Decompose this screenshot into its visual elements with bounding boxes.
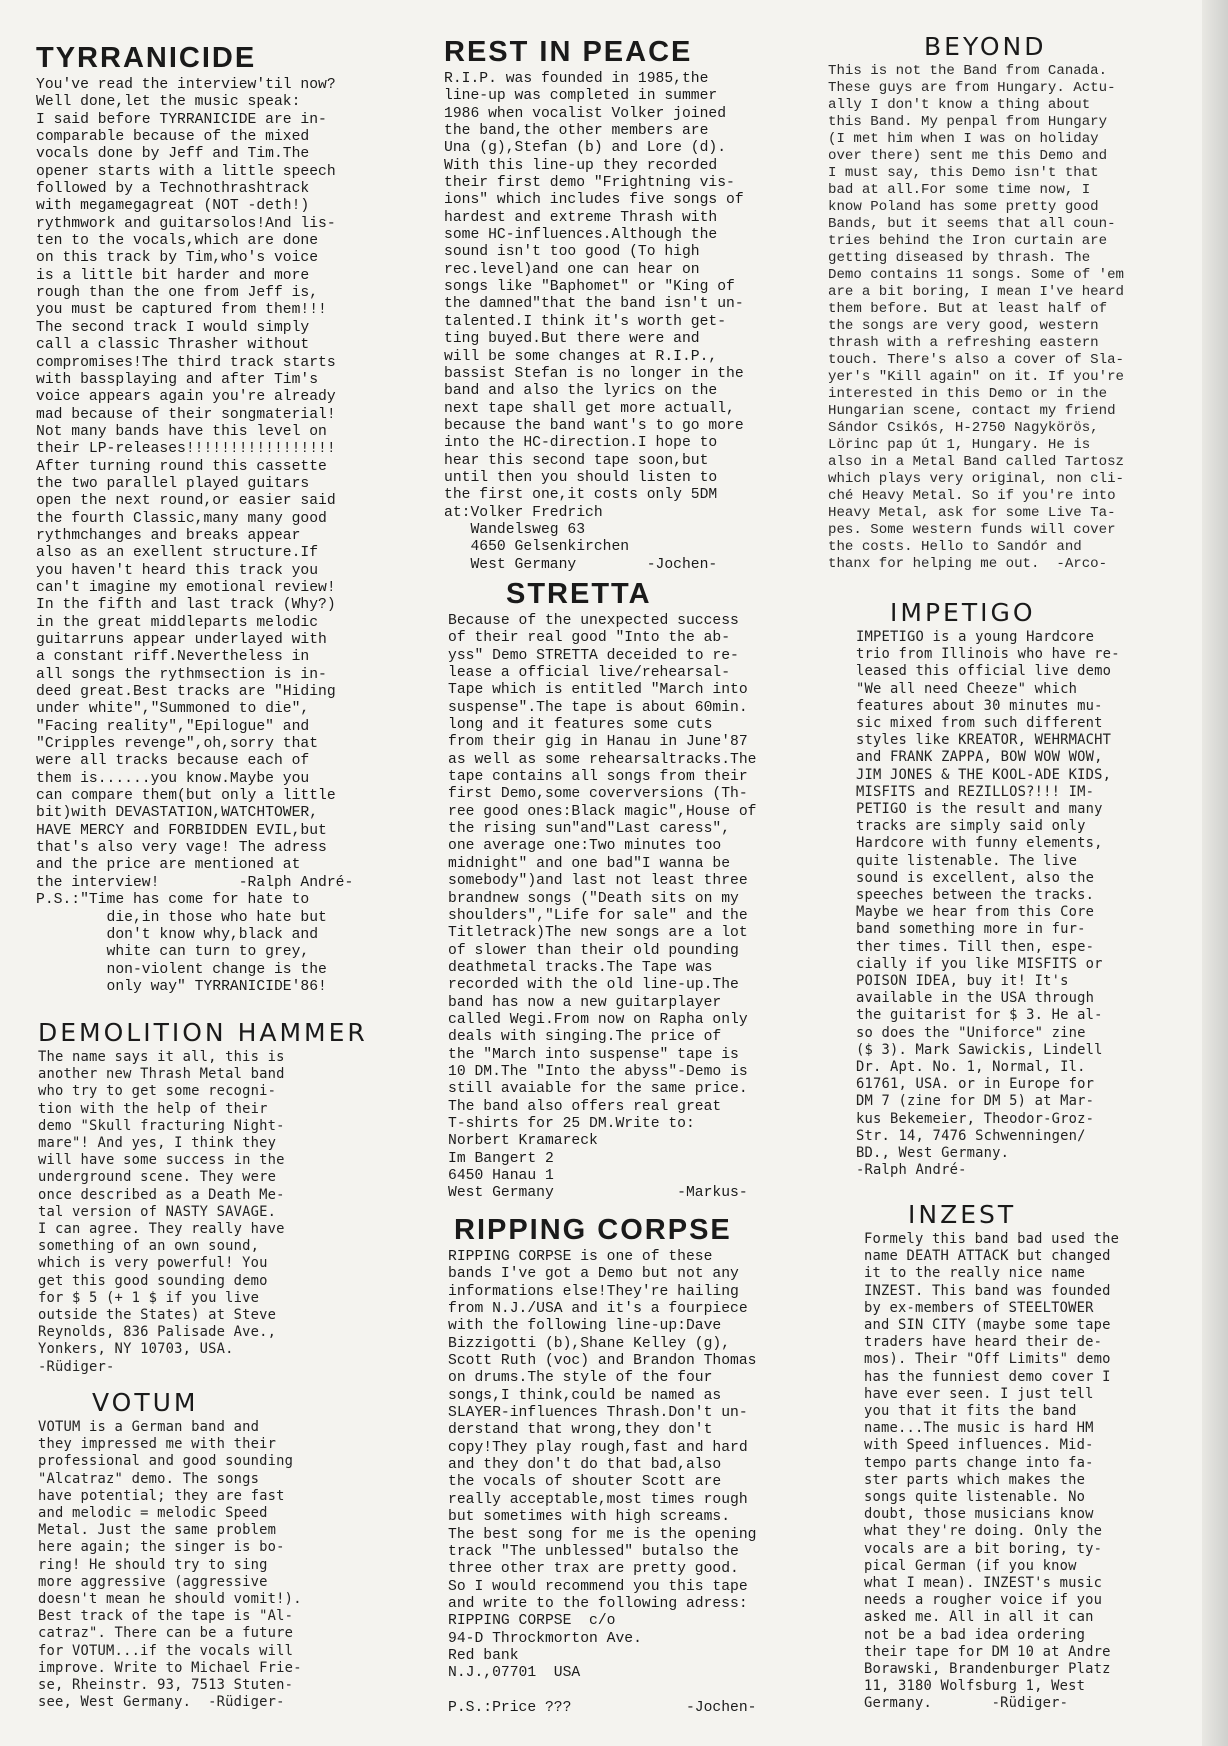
review-body: R.I.P. was founded in 1985,the line-up was completed in summer 1986 when vocalist Volker joined the band,the other members are Una (g),Stefan (b) and Lore (d). With this line-up they recorded their first demo "Frightning vis- ions" which includes five songs of hardest and extreme Thrash with some HC-influences.Although the sound isn't too good (To high rec.level)and one can hear on songs like "Baphomet" or "King of the damned"that the band isn't un- talented.I think it's worth get- ting buyed.But there were and will be some changes at R.I.P., bassist Stefan is no longer in the band and also the lyrics on the next tape shall get more actuall, because the band want's to go more into the HC-direction.I hope to hear this second tape soon,but until then you should listen to the first one,it costs only 5DM at:Volker Fredrich Wandelsweg 63 4650 Gelsenkirchen West Germany -Jochen- [444,71,744,573]
review-body: This is not the Band from Canada. These guys are from Hungary. Actu- ally I don't know a thing about this Band. My penpal from Hungary (I met him when I was on holiday over there) sent me this Demo and I must say, this Demo isn't that bad at all.For some time now, I know Poland has some pretty good Bands, but it seems that all coun- tries behind the Iron curtain are getting diseased by thrash. The Demo contains 11 songs. Some of 'em are a bit boring, I mean I've heard them before. But at least half of the songs are very good, western thrash with a refreshing eastern touch. There's also a cover of Sla- yer's "Kill again" on it. If you're interested in this Demo or in the Hungarian scene, contact my friend Sándor Csikós, H-2750 Nagykörös, Lörinc pap út 1, Hungary. He is also in a Metal Band called Tartosz which plays very original, non cli- ché Heavy Metal. So if you're into Heavy Metal, ask for some Live Ta- pes. Some western funds will cover the costs. Hello to Sandór and thanx for helping me out. -Arco- [828,63,1125,572]
review-demolition-hammer [38,1020,408,1376]
review-votum [38,1390,408,1711]
review-title: TYRRANICIDE [36,42,257,74]
review-beyond [828,34,1198,573]
review-body: RIPPING CORPSE is one of these bands I've got a Demo but not any informations else!They're hailing from N.J./USA and it's a fourpiece with the following line-up:Dave Bizzigotti (b),Shane Kelley (g), Scott Ruth (voc) and Brandon Thomas on drums.The style of the four songs,I think,could be named as SLAYER-influences Thrash.Don't un- derstand that wrong,they don't copy!They play rough,fast and hard and they don't do that bad,also the vocals of shouter Scott are really acceptable,most times rough but sometimes with high screams. The best song for me is the opening track "The unblessed" butalso the three other trax are pretty good. So I would recommend you this tape and write to the following adress: RIPPING CORPSE c/o 94-D Throckmorton Ave. Red bank N.J.,07701 USA P.S.:Price ??? -Jochen- [448,1249,757,1716]
review-body: VOTUM is a German band and they impressed me with their professional and good sounding "Alcatraz" demo. The songs have potential; they are fast and melodic = melodic Speed Metal. Just the same problem here again; the singer is bo- ring! He should try to sing more aggressive (aggressive doesn't mean he should vomit!). Best track of the tape is "Al- catraz". There can be a future for VOTUM...if the vocals will improve. Write to Michael Frie- se, Rheinstr. 93, 7513 Stuten- see, West Germany. -Rüdiger- [38,1419,302,1711]
review-stretta [448,580,828,1203]
review-title: IMPETIGO [890,598,1036,627]
review-title: VOTUM [92,1388,199,1417]
review-title: DEMOLITION HAMMER [38,1018,368,1047]
page-edge [1202,0,1228,1746]
review-title: BEYOND [924,32,1047,61]
review-impetigo [856,600,1176,1180]
review-title: REST IN PEACE [444,36,693,68]
review-title: STRETTA [506,578,652,610]
review-body: Formely this band bad used the name DEATH ATTACK but changed it to the really nice name INZEST. This band was founded by ex-members of STEELTOWER and SIN CITY (maybe some tape traders have heard their de- mos). Their "Off Limits" demo has the funniest demo cover I have ever seen. I just tell you that it fits the band name...The music is hard HM with Speed influences. Mid- tempo parts change into fa- ster parts which makes the songs quite listenable. No doubt, those musicians know what they're doing. Only the vocals are a bit boring, ty- pical German (if you know what I mean). INZEST's music needs a rougher voice if you asked me. All in all it can not be a bad idea ordering their tape for DM 10 at Andre Borawski, Brandenburger Platz 11, 3180 Wolfsburg 1, West Germany. -Rüdiger- [864,1231,1120,1712]
review-body: You've read the interview'til now? Well done,let the music speak: I said before TYRRANICIDE are in- comparable because of the mixed vocals done by Jeff and Tim.The opener starts with a little speech followed by a Technothrashtrack with megamegagreat (NOT -deth!) rythmwork and guitarsolos!And lis- ten to the vocals,which are done on this track by Tim,who's voice is a little bit harder and more rough than the one from Jeff is, you must be captured from them!!! The second track I would simply call a classic Thrasher without compromises!The third track starts with bassplaying and after Tim's voice appears again you're already mad because of their songmaterial! Not many bands have this level on their LP-releases!!!!!!!!!!!!!!!!! After turning round this cassette the two parallel played guitars open the next round,or easier said the fourth Classic,many many good rythmchanges and breaks appear also as an exellent structure.If you haven't heard this track you can't imagine my emotional review! In the fifth and last track (Why?) in the great middleparts melodic guitarruns appear underlayed with a constant riff.Nevertheless in all songs the rythmsection is in- deed great.Best tracks are "Hiding under white","Summoned to die", "Facing reality","Epilogue" and "Cripples revenge",oh,sorry that were all tracks because each of them is......you know.Maybe you can compare them(but only a little bit)with DEVASTATION,WATCHTOWER, HAVE MERCY and FORBIDDEN EVIL,but that's also very vage! The adress and the price are mentioned at the interview! -Ralph André- P.S.:"Time has come for hate to die,in those who hate but don't know why,black and white can turn to grey, non-violent change is the only way" TYRRANICIDE'86! [36,77,354,995]
review-inzest [864,1202,1194,1713]
review-body: IMPETIGO is a young Hardcore trio from Illinois who have re- leased this official live demo "We all need Cheeze" which features about 30 minutes mu- sic mixed from such different styles like KREATOR, WEHRMACHT and FRANK ZAPPA, BOW WOW WOW, JIM JONES & THE KOOL-ADE KIDS, MISFITS and REZILLOS?!!! IM- PETIGO is the result and many tracks are simply said only Hardcore with funny elements, quite listenable. The live sound is excellent, also the speeches between the tracks. Maybe we hear from this Core band something more in fur- ther times. Till then, espe- cially if you like MISFITS or POISON IDEA, buy it! It's available in the USA through the guitarist for $ 3. He al- so does the "Uniforce" zine ($ 3). Mark Sawickis, Lindell Dr. Apt. No. 1, Normal, Il. 61761, USA. or in Europe for DM 7 (zine for DM 5) at Mar- kus Bekemeier, Theodor-Groz- Str. 14, 7476 Schwenningen/ BD., West Germany. -Ralph André- [856,629,1120,1179]
review-title: RIPPING CORPSE [454,1214,732,1246]
review-body: Because of the unexpected success of their real good "Into the ab- yss" Demo STRETTA deceided to re- lease a official live/rehearsal- Tape which is entitled "March into suspense".The tape is about 60min. long and it features some cuts from their gig in Hanau in June'87 as well as some rehearsaltracks.The tape contains all songs from their first Demo,some coverversions (Th- ree good ones:Black magic",House of the rising sun"and"Last caress", one average one:Two minutes too midnight" and one bad"I wanna be somebody")and last not least three brandnew songs ("Death sits on my shoulders","Life for sale" and the Titletrack)The new songs are a lot of slower than their old pounding deathmetal tracks.The Tape was recorded with the old line-up.The band has now a new guitarplayer called Wegi.From now on Rapha only deals with singing.The price of the "March into suspense" tape is 10 DM.The "Into the abyss"-Demo is still avaiable for the same price. The band also offers real great T-shirts for 25 DM.Write to: Norbert Kramareck Im Bangert 2 6450 Hanau 1 West Germany -Markus- [448,613,757,1202]
review-body: The name says it all, this is another new Thrash Metal band who try to get some recogni- tion with the help of their demo "Skull fracturing Night- mare"! And yes, I think they will have some success in the underground scene. They were once described as a Death Me- tal version of NASTY SAVAGE. I can agree. They really have something of an own sound, which is very powerful! You get this good sounding demo for $ 5 (+ 1 $ if you live outside the States) at Steve Reynolds, 836 Palisade Ave., Yonkers, NY 10703, USA. -Rüdiger- [38,1049,285,1375]
review-tyrranicide [36,44,416,996]
review-rest-in-peace [444,38,824,574]
review-title: INZEST [908,1200,1017,1229]
review-ripping-corpse [448,1216,828,1717]
